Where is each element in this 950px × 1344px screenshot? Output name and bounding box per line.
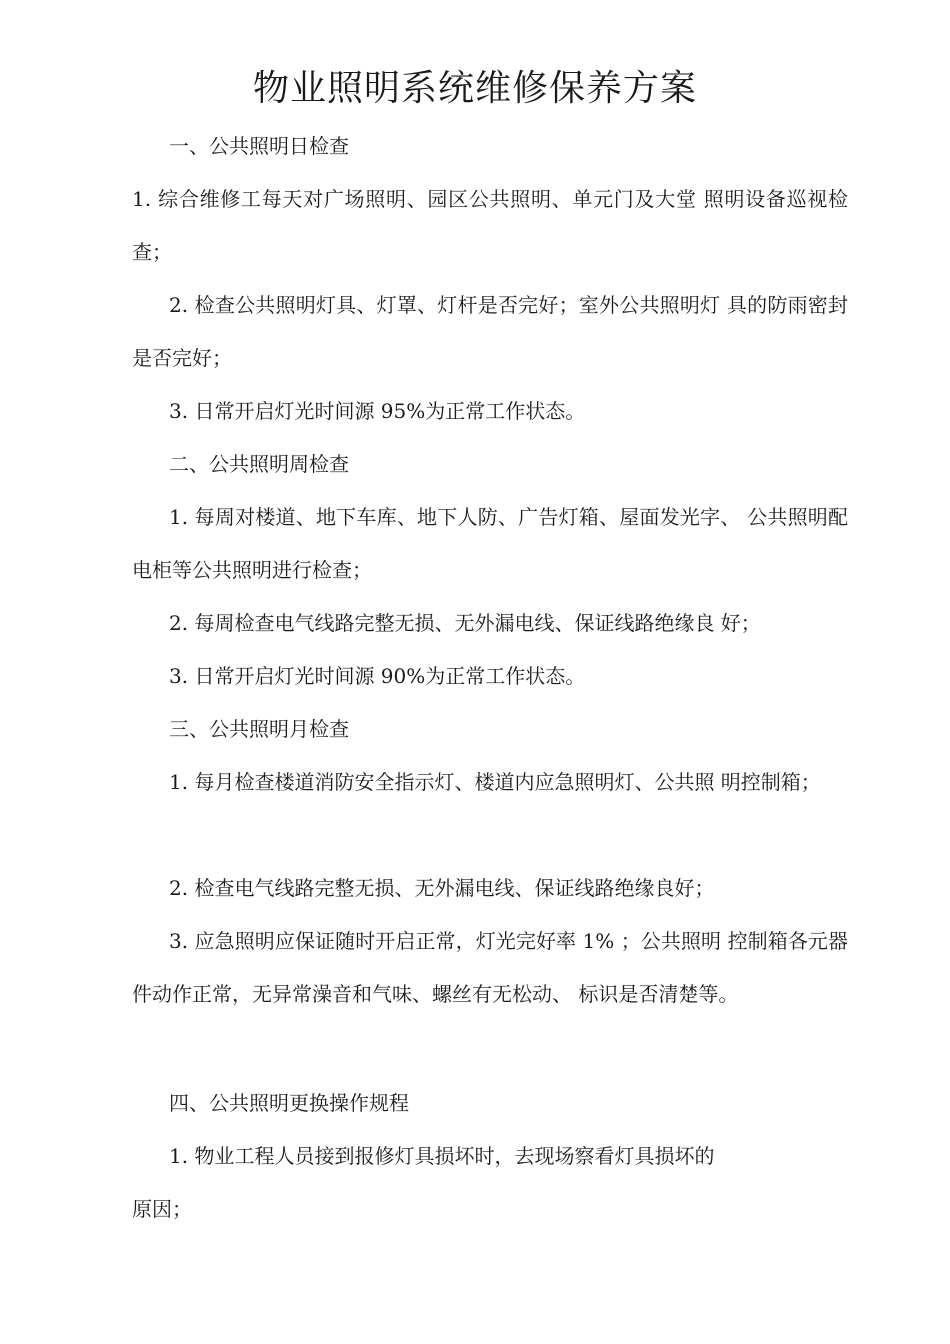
list-item: 1. 每周对楼道、地下车库、地下人防、广告灯箱、屋面发光字、 公共照明配电柜等公共照明进行检查； [132,505,848,582]
section-heading: 二、公共照明周检查 [169,452,349,476]
list-item: 2. 每周检查电气线路完整无损、无外漏电线、保证线路绝缘良 好； [169,611,761,635]
section-heading: 四、公共照明更换操作规程 [169,1091,409,1115]
list-item: 2. 检查电气线路完整无损、无外漏电线、保证线路绝缘良好； [169,876,715,900]
list-item: 3. 应急照明应保证随时开启正常，灯光完好率 1% ；公共照明 控制箱各元器件动作正常，无异常澡音和气味、螺丝有无松动、 标识是否清楚等。 [132,929,848,1006]
list-item: 1. 综合维修工每天对广场照明、园区公共照明、单元门及大堂 照明设备巡视检查； [132,187,848,264]
section-heading: 一、公共照明日检查 [169,134,349,158]
list-item: 3. 日常开启灯光时间源 95%为正常工作状态。 [169,399,586,423]
list-item: 1. 每月检查楼道消防安全指示灯、楼道内应急照明灯、公共照 明控制箱； [169,770,821,794]
list-item: 1. 物业工程人员接到报修灯具损坏时，去现场察看灯具损坏的 [169,1144,715,1168]
document-title: 物业照明系统维修保养方案 [252,68,697,109]
section-heading: 三、公共照明月检查 [169,717,349,741]
list-item: 原因； [132,1197,192,1221]
list-item: 3. 日常开启灯光时间源 90%为正常工作状态。 [169,664,586,688]
list-item: 2. 检查公共照明灯具、灯罩、灯杆是否完好；室外公共照明灯 具的防雨密封是否完好； [132,293,848,370]
